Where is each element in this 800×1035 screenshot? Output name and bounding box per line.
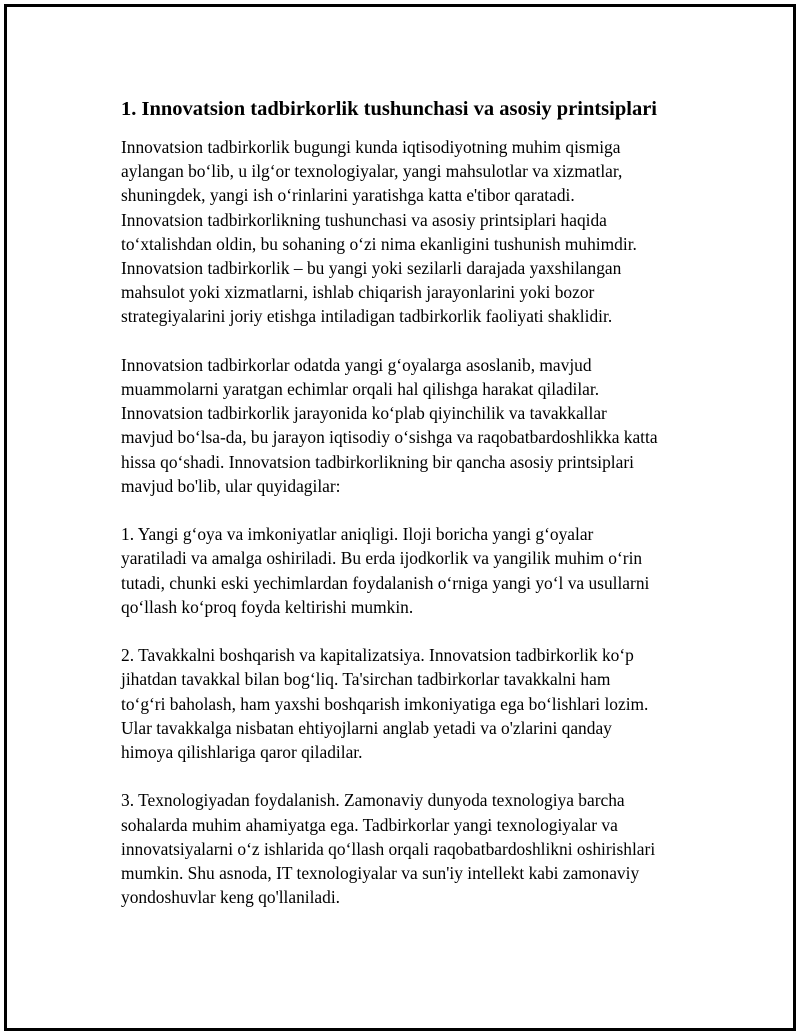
paragraph-3 <box>121 522 711 619</box>
text-line: hissa qo‘shadi. Innovatsion tadbirkorlikning bir qancha asosiy printsiplari <box>121 451 634 472</box>
paragraph-4 <box>121 643 711 764</box>
text-line: muammolarni yaratgan echimlar orqali hal qilishga harakat qiladilar. <box>121 379 600 400</box>
paragraph-1 <box>121 135 711 329</box>
text-line: mavjud bo'lib, ular quyidagilar: <box>121 475 341 496</box>
text-line: yaratiladi va amalga oshiriladi. Bu erda ijodkorlik va yangilik muhim o‘rin <box>121 548 643 569</box>
text-line: himoya qilishlariga qaror qiladilar. <box>121 742 363 763</box>
text-line: mumkin. Shu asnoda, IT texnologiyalar va sun'iy intellekt kabi zamonaviy <box>121 863 640 884</box>
text-line: 1. Yangi g‘oya va imkoniyatlar aniqligi. Iloji boricha yangi g‘oyalar <box>121 524 594 545</box>
text-line: mavjud bo‘lsa-da, bu jarayon iqtisodiy o‘sishga va raqobatbardoshlikka katta <box>121 427 658 448</box>
text-line: Innovatsion tadbirkorlikning tushunchasi va asosiy printsiplari haqida <box>121 209 607 230</box>
text-line: Innovatsion tadbirkorlik bugungi kunda iqtisodiyotning muhim qismiga <box>121 137 621 157</box>
text-line: jihatdan tavakkal bilan bog‘liq. Ta'sirchan tadbirkorlar tavakkalni ham <box>121 669 611 690</box>
text-line: strategiyalarini joriy etishga intiladigan tadbirkorlik faoliyati shaklidir. <box>121 306 613 327</box>
text-line: to‘xtalishdan oldin, bu sohaning o‘zi nima ekanligini tushunish muhimdir. <box>121 233 637 254</box>
document-body <box>121 96 711 934</box>
text-line: shuningdek, yangi ish o‘rinlarini yaratishga katta e'tibor qaratadi. <box>121 185 575 206</box>
text-line: Innovatsion tadbirkorlar odatda yangi g‘oyalarga asoslanib, mavjud <box>121 354 592 375</box>
page-frame <box>4 4 796 1031</box>
text-line: 3. Texnologiyadan foydalanish. Zamonaviy dunyoda texnologiya barcha <box>121 790 625 811</box>
section-heading: 1. Innovatsion tadbirkorlik tushunchasi va asosiy printsiplari <box>121 98 657 120</box>
text-line: mahsulot yoki xizmatlarni, ishlab chiqarish jarayonlarini yoki bozor <box>121 282 595 303</box>
paragraph-list <box>121 135 711 909</box>
text-line: Innovatsion tadbirkorlik jarayonida ko‘plab qiyinchilik va tavakkallar <box>121 403 607 424</box>
text-line: Ular tavakkalga nisbatan ehtiyojlarni anglab yetadi va o'zlarini qanday <box>121 717 612 738</box>
text-line: Innovatsion tadbirkorlik – bu yangi yoki sezilarli darajada yaxshilangan <box>121 258 622 279</box>
text-line: aylangan bo‘lib, u ilg‘or texnologiyalar, yangi mahsulotlar va xizmatlar, <box>121 161 623 182</box>
paragraph-5 <box>121 788 711 909</box>
text-line: sohalarda muhim ahamiyatga ega. Tadbirkorlar yangi texnologiyalar va <box>121 814 618 835</box>
text-line: qo‘llash ko‘proq foyda keltirishi mumkin. <box>121 596 414 617</box>
text-line: to‘g‘ri baholash, ham yaxshi boshqarish imkoniyatiga ega bo‘lishlari lozim. <box>121 693 649 714</box>
text-line: 2. Tavakkalni boshqarish va kapitalizatsiya. Innovatsion tadbirkorlik ko‘p <box>121 645 634 666</box>
paragraph-2 <box>121 353 711 498</box>
text-line: yondoshuvlar keng qo'llaniladi. <box>121 887 341 908</box>
text-line: tutadi, chunki eski yechimlardan foydalanish o‘rniga yangi yo‘l va usullarni <box>121 572 650 593</box>
text-line: innovatsiyalarni o‘z ishlarida qo‘llash orqali raqobatbardoshlikni oshirishlari <box>121 838 656 859</box>
